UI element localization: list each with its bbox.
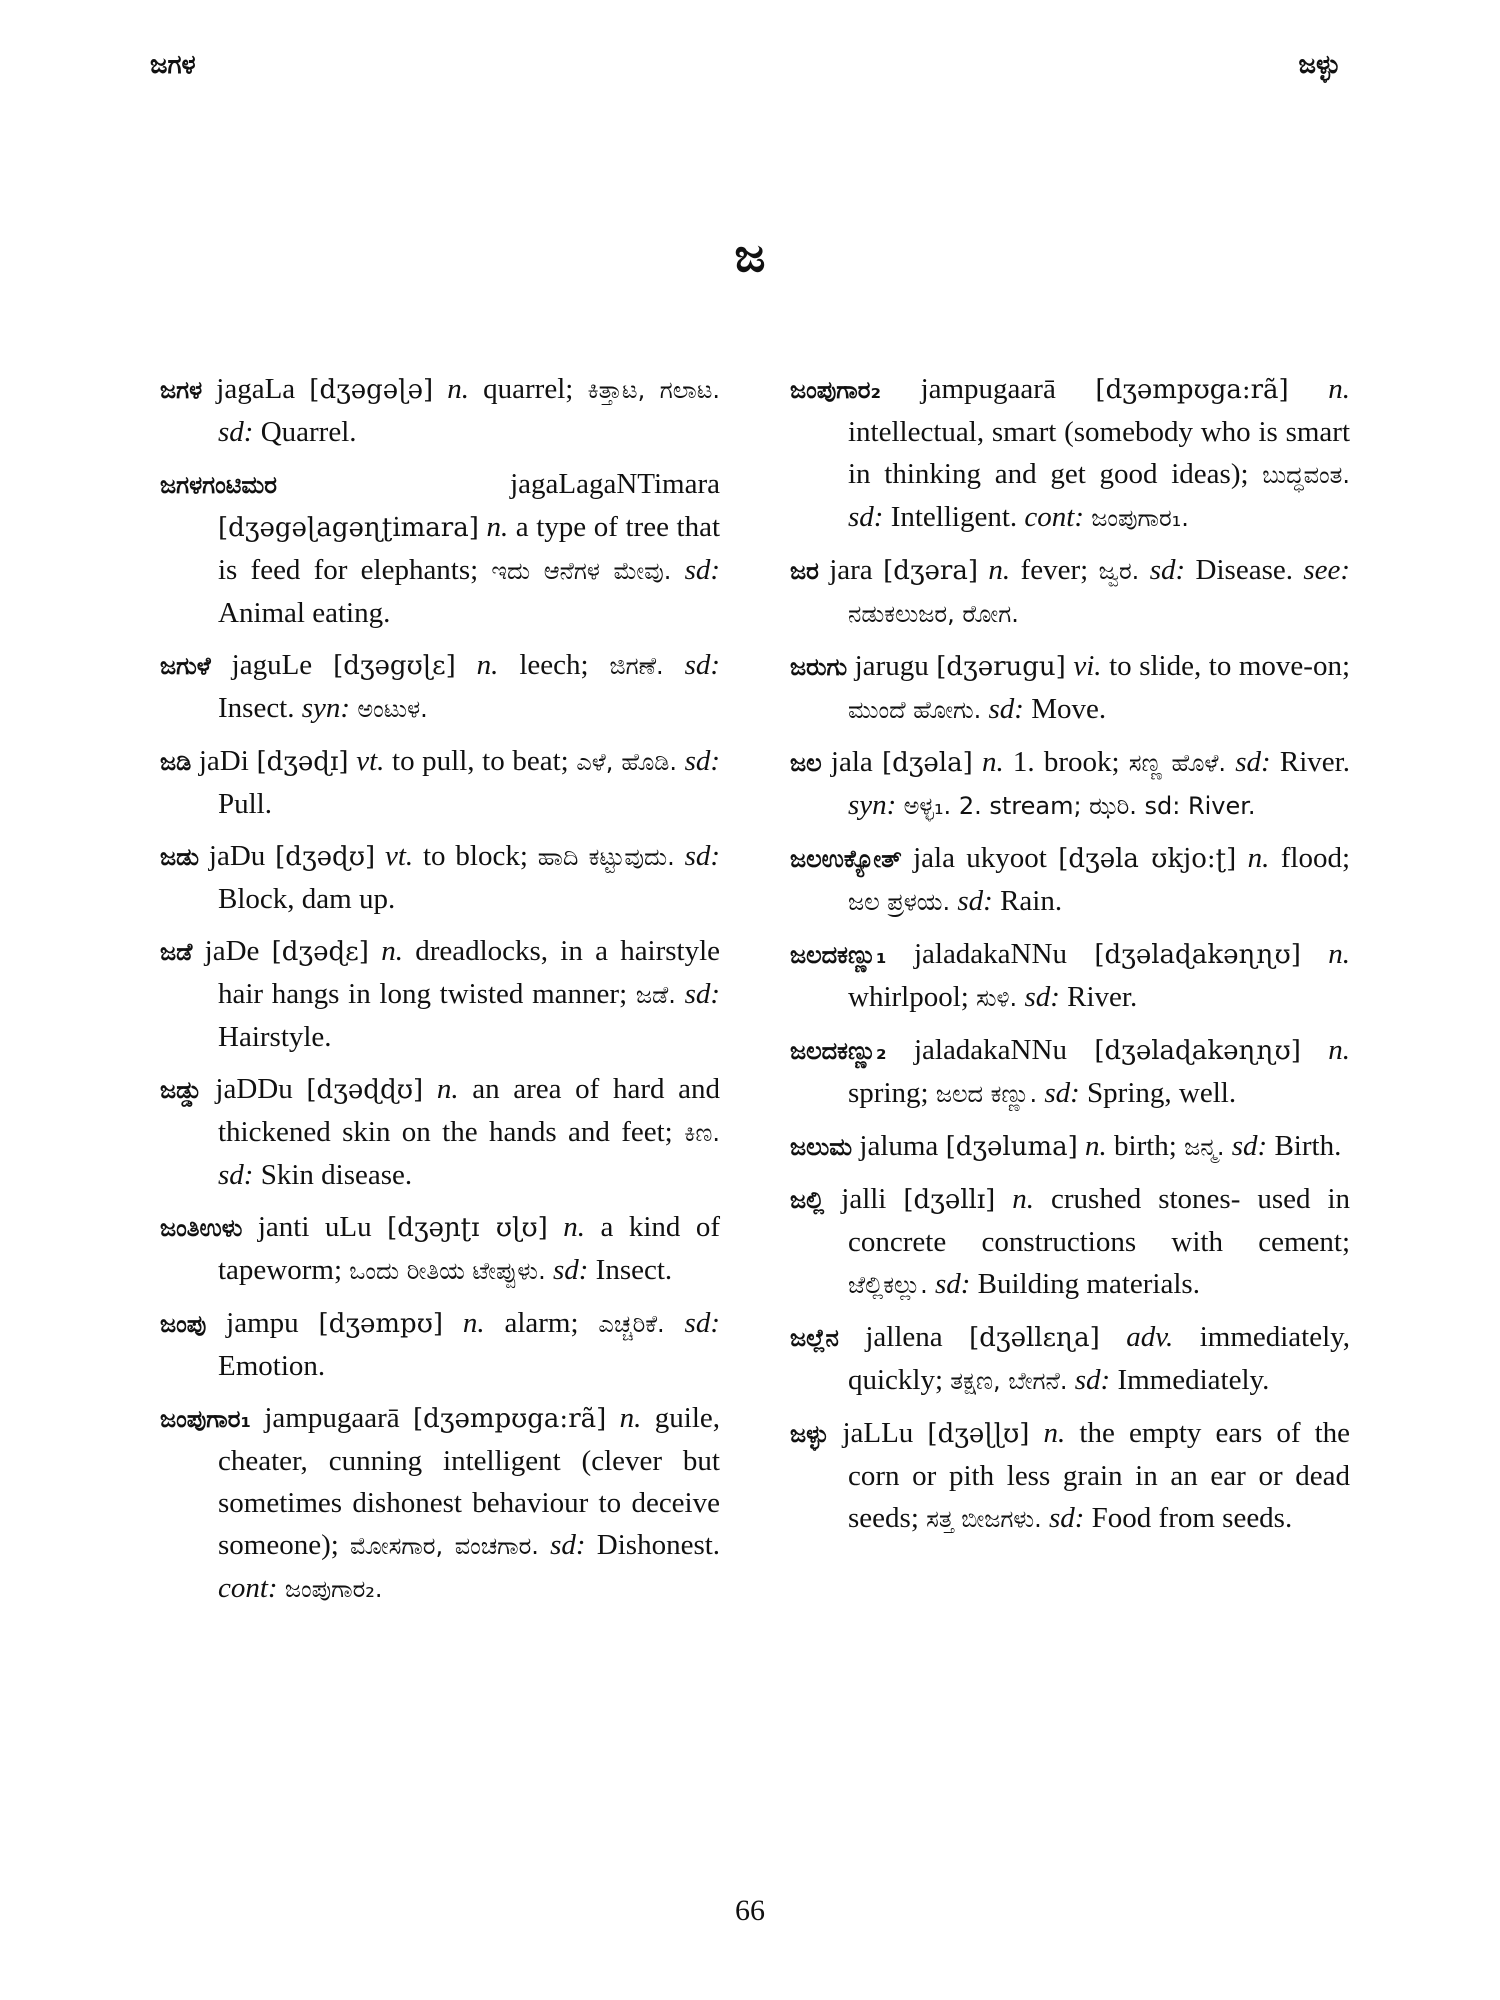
pronunciation: [dʒəllɪ]	[903, 1185, 996, 1215]
pronunciation: [dʒəɖʊ]	[275, 842, 376, 872]
part-of-speech: n.	[462, 1307, 485, 1339]
headword: ಜಲಉಕ್ಯೋತ್	[790, 845, 902, 873]
semantic-domain-label: sd:	[684, 840, 721, 872]
semantic-domain: Building materials.	[977, 1268, 1200, 1300]
dictionary-entry	[790, 549, 1350, 635]
part-of-speech: n.	[1328, 1034, 1351, 1066]
dictionary-entry	[160, 644, 720, 730]
pronunciation: [dʒəɖɖʊ]	[306, 1075, 424, 1105]
dictionary-entry	[160, 463, 720, 634]
transliteration: jampu	[226, 1307, 299, 1339]
definition: whirlpool;	[848, 981, 969, 1013]
dictionary-entry	[160, 740, 720, 825]
kannada-gloss: ಒಂದು ರೀತಿಯ ಟೇಪ್ಪುಳು.	[349, 1257, 546, 1285]
headword: ಜಂಪುಗಾರ₁	[160, 1405, 251, 1433]
definition: dreadlocks, in a hairstyle hair hangs in long twisted manner;	[218, 935, 721, 1010]
semantic-domain-label: sd:	[1024, 981, 1060, 1013]
part-of-speech: n.	[1012, 1183, 1035, 1215]
kannada-gloss: ತಕ್ಷಣ, ಬೇಗನೆ.	[950, 1367, 1068, 1395]
semantic-domain: Block, dam up.	[218, 883, 396, 915]
headword: ಜಲುಮ	[790, 1133, 853, 1161]
transliteration: jaDe	[204, 935, 260, 967]
kannada-gloss: ಕಿತ್ತಾಟ, ಗಲಾಟ.	[587, 376, 721, 404]
kannada-gloss: ಜಲದ ಕಣ್ಣು.	[935, 1080, 1038, 1108]
headword: ಜಗುಳೆ	[160, 652, 211, 680]
kannada-gloss: ಜಡೆ.	[635, 981, 676, 1009]
semantic-domain-label: sd:	[218, 1159, 254, 1191]
cross-reference-label: syn:	[301, 692, 351, 724]
pronunciation: [dʒəra]	[883, 556, 979, 586]
pronunciation: [dʒəllɛɳa]	[969, 1323, 1100, 1353]
transliteration: jaDi	[198, 745, 249, 777]
transliteration: jaladakaNNu	[913, 1034, 1067, 1066]
definition: quarrel;	[483, 373, 574, 405]
dictionary-entry	[790, 837, 1350, 923]
part-of-speech: n.	[436, 1073, 459, 1105]
cross-reference: ಜಂಪುಗಾರ₁.	[1091, 504, 1189, 532]
semantic-domain-label: sd:	[848, 501, 884, 533]
transliteration: jaladakaNNu	[913, 938, 1067, 970]
pronunciation: [dʒəɲʈɪ ʊɭʊ]	[387, 1213, 548, 1243]
semantic-domain: Dishonest.	[596, 1529, 721, 1561]
semantic-domain-label: sd:	[684, 1307, 720, 1339]
semantic-domain: Insect.	[218, 692, 295, 724]
transliteration: jallena	[865, 1321, 943, 1353]
kannada-gloss: ಜನ್ಮ.	[1184, 1133, 1225, 1161]
transliteration: jagaLa	[216, 373, 296, 405]
definition: to pull, to beat;	[392, 745, 569, 777]
semantic-domain: Move.	[1031, 693, 1107, 725]
semantic-domain-label: sd:	[1231, 1130, 1268, 1162]
cross-reference-label: cont:	[218, 1572, 278, 1604]
cross-reference-label: cont:	[1024, 501, 1084, 533]
part-of-speech: n.	[1328, 938, 1351, 970]
transliteration: jarugu	[854, 650, 929, 682]
semantic-domain: Immediately.	[1117, 1364, 1270, 1396]
transliteration: jaDDu	[215, 1073, 293, 1105]
kannada-gloss: ಎಳೆ, ಹೊಡಿ.	[576, 748, 678, 776]
semantic-domain: Quarrel.	[260, 416, 357, 448]
transliteration: jala ukyoot	[913, 842, 1047, 874]
pronunciation: [dʒəɭɭʊ]	[927, 1419, 1030, 1449]
part-of-speech: n.	[447, 373, 470, 405]
headword: ಜಡ್ಡು	[160, 1076, 202, 1104]
definition: birth;	[1114, 1130, 1177, 1162]
pronunciation: [dʒəmpʊ]	[318, 1309, 443, 1339]
semantic-domain-label: sd:	[1074, 1364, 1111, 1396]
headword: ಜಡೆ	[160, 938, 193, 966]
kannada-gloss: ಹಾದಿ ಕಟ್ಟುವುದು.	[537, 843, 675, 871]
definition: alarm;	[504, 1307, 579, 1339]
semantic-domain-label: sd:	[684, 649, 721, 681]
semantic-domain-label: sd:	[1149, 554, 1186, 586]
kannada-gloss: ಸಣ್ಣ ಹೊಳೆ.	[1128, 749, 1227, 777]
headword: ಜಗಳ	[160, 376, 203, 404]
pronunciation: [dʒəluma]	[945, 1132, 1078, 1162]
semantic-domain: River.	[1067, 981, 1138, 1013]
pronunciation: [dʒərugu]	[936, 652, 1066, 682]
headword: ಜಡು	[160, 843, 200, 871]
transliteration: jampugaarā	[920, 373, 1056, 405]
transliteration: jalli	[841, 1183, 887, 1215]
section-letter: ಜ	[734, 228, 766, 282]
transliteration: jala	[830, 746, 873, 778]
kannada-gloss: ಮುಂದೆ ಹೋಗು.	[848, 696, 982, 724]
dictionary-entry	[790, 1316, 1350, 1402]
headword: ಜರುಗು	[790, 653, 848, 681]
definition: to slide, to move-on;	[1109, 650, 1351, 682]
definition: intellectual, smart (somebody who is smart in thinking and get good ideas);	[848, 416, 1350, 490]
definition: crushed stones- used in concrete constructions with cement;	[848, 1183, 1351, 1258]
definition: an area of hard and thickened skin on the hands and feet;	[218, 1073, 721, 1148]
part-of-speech: n.	[1328, 373, 1351, 405]
semantic-domain: Pull.	[218, 788, 272, 820]
semantic-domain-label: sd:	[1048, 1502, 1085, 1534]
pronunciation: [dʒəmpʊga:rã]	[1095, 375, 1289, 405]
transliteration: jagaLagaNTimara	[510, 468, 720, 500]
headword: ಜರ	[790, 557, 819, 585]
pronunciation: [dʒəla]	[881, 748, 973, 778]
semantic-domain: Food from seeds.	[1091, 1502, 1293, 1534]
pronunciation: [dʒəgʊɭɛ]	[333, 651, 456, 681]
dictionary-entry	[790, 645, 1350, 731]
kannada-gloss: ಸುಳಿ.	[976, 984, 1018, 1012]
dictionary-entry	[790, 1178, 1350, 1306]
cross-reference: ಅಂಟುಳ.	[357, 695, 428, 723]
part-of-speech: n.	[476, 649, 499, 681]
dictionary-entry	[790, 368, 1350, 539]
headword: ಜಂತಿಉಳು	[160, 1214, 243, 1242]
transliteration: jara	[829, 554, 873, 586]
part-of-speech: n.	[981, 746, 1004, 778]
definition: fever;	[1020, 554, 1089, 586]
dictionary-entry	[160, 1302, 720, 1387]
part-of-speech: n.	[988, 554, 1011, 586]
semantic-domain: Intelligent.	[890, 501, 1018, 533]
definition: spring;	[848, 1077, 929, 1109]
page-number: 66	[735, 1894, 765, 1927]
semantic-domain: Insect.	[595, 1254, 673, 1286]
definition: 1. brook;	[1012, 746, 1120, 778]
part-of-speech: adv.	[1126, 1321, 1174, 1353]
definition: flood;	[1280, 842, 1351, 874]
part-of-speech: n.	[1043, 1417, 1066, 1449]
running-head-right: ಜಳ್ಳು	[1298, 50, 1340, 80]
semantic-domain-label: sd:	[684, 745, 721, 777]
part-of-speech: vt.	[356, 745, 385, 777]
definition: a type of tree that is feed for elephants;	[218, 511, 720, 586]
kannada-gloss: ಬುದ್ಧವಂತ.	[1262, 461, 1350, 489]
dictionary-entry	[160, 368, 720, 453]
part-of-speech: n.	[381, 935, 403, 967]
semantic-domain: Animal eating.	[218, 597, 391, 629]
dictionary-entry	[790, 1412, 1350, 1540]
part-of-speech: vt.	[384, 840, 414, 872]
dictionary-entry	[160, 1206, 720, 1292]
part-of-speech: n.	[1247, 842, 1270, 874]
semantic-domain-label: sd:	[684, 978, 721, 1010]
semantic-domain: River.	[1279, 746, 1350, 778]
kannada-gloss: ಮೋಸಗಾರ, ವಂಚಗಾರ.	[350, 1532, 539, 1560]
dictionary-entry	[160, 1068, 720, 1196]
headword: ಜಗಳಗಂಟಿಮರ	[160, 471, 277, 499]
transliteration: jampugaarā	[264, 1402, 400, 1434]
semantic-domain: Hairstyle.	[218, 1021, 332, 1053]
cross-reference-label: syn:	[848, 789, 897, 821]
pronunciation: [dʒəɖɛ]	[271, 937, 369, 967]
headword: ಜಂಪು	[160, 1310, 207, 1338]
dictionary-entry	[160, 835, 720, 920]
column-left	[160, 368, 720, 1620]
dictionary-entry	[790, 1029, 1350, 1115]
dictionary-entry	[160, 1397, 720, 1610]
headword: ಜಂಪುಗಾರ₂	[790, 376, 881, 404]
dictionary-entry	[160, 930, 720, 1058]
dictionary-entry	[790, 741, 1350, 827]
kannada-gloss: ಎಚ್ಚರಿಕೆ.	[598, 1310, 665, 1338]
semantic-domain: Birth.	[1274, 1130, 1342, 1162]
definition: guile, cheater, cunning intelligent (clever but sometimes dishonest behaviour to deceive someone);	[218, 1402, 721, 1561]
part-of-speech: n.	[486, 511, 509, 543]
semantic-domain-label: sd:	[218, 416, 254, 448]
kannada-gloss: ಜೆಲ್ಲಿಕಲ್ಲು.	[848, 1271, 928, 1299]
kannada-gloss: ಜ್ವರ.	[1098, 557, 1140, 585]
transliteration: jaguLe	[231, 649, 313, 681]
part-of-speech: n.	[619, 1402, 642, 1434]
semantic-domain-label: sd:	[957, 885, 993, 917]
headword: ಜಲ್ಲೆನ	[790, 1324, 839, 1352]
semantic-domain-label: sd:	[552, 1254, 589, 1286]
kannada-gloss: ಇದು ಆನೆಗಳ ಮೇವು.	[491, 557, 672, 585]
headword: ಜಲ	[790, 749, 822, 777]
headword: ಜಲ್ಲಿ	[790, 1186, 825, 1214]
pronunciation: [dʒəgəɭə]	[309, 375, 434, 405]
semantic-domain: Spring, well.	[1087, 1077, 1237, 1109]
definition: the empty ears of the corn or pith less grain in an ear or dead seeds;	[848, 1417, 1351, 1534]
definition: to block;	[423, 840, 528, 872]
pronunciation: [dʒəlaɖakəɳɳʊ]	[1094, 1036, 1301, 1066]
headword: ಜಳ್ಳು	[790, 1420, 829, 1448]
headword: ಜಡಿ	[160, 748, 192, 776]
semantic-domain-label: sd:	[550, 1529, 586, 1561]
transliteration: jaDu	[208, 840, 266, 872]
transliteration: jaLLu	[842, 1417, 914, 1449]
part-of-speech: vi.	[1073, 650, 1102, 682]
semantic-domain-label: sd:	[684, 554, 721, 586]
part-of-speech: n.	[563, 1211, 585, 1243]
pronunciation: [dʒəɖɪ]	[256, 747, 349, 777]
headword: ಜಲದಕಣ್ಣು₂	[790, 1037, 887, 1065]
semantic-domain: Emotion.	[218, 1350, 326, 1382]
cross-reference: ಅಳ್ಳ₁. 2. stream; ಝರಿ. sd: River.	[903, 792, 1256, 820]
semantic-domain: Skin disease.	[260, 1159, 413, 1191]
column-right	[790, 368, 1350, 1550]
kannada-gloss: ಕಿಣ.	[684, 1119, 721, 1147]
dictionary-entry	[790, 1125, 1350, 1168]
running-head-left: ಜಗಳ	[150, 50, 196, 80]
transliteration: jaluma	[859, 1130, 939, 1162]
kannada-gloss: ಜಲ ಪ್ರಳಯ.	[848, 888, 951, 916]
pronunciation: [dʒəgəɭagəɳʈimara]	[218, 513, 479, 543]
semantic-domain-label: sd:	[1235, 746, 1271, 778]
cross-reference-label: see:	[1303, 554, 1351, 586]
definition: immediately, quickly;	[848, 1321, 1351, 1396]
pronunciation: [dʒəmpʊga:rã]	[413, 1404, 607, 1434]
semantic-domain: Disease.	[1195, 554, 1293, 586]
semantic-domain: Rain.	[1000, 885, 1063, 917]
semantic-domain-label: sd:	[1044, 1077, 1080, 1109]
cross-reference: ಜಂಪುಗಾರ₂.	[284, 1575, 383, 1603]
pronunciation: [dʒəla ʊkjo:ʈ]	[1058, 844, 1237, 874]
dictionary-entry	[790, 933, 1350, 1019]
kannada-gloss: ಸತ್ತ ಬೀಜಗಳು.	[926, 1505, 1042, 1533]
transliteration: janti uLu	[257, 1211, 372, 1243]
kannada-gloss: ಜಿಗಣೆ.	[609, 652, 664, 680]
semantic-domain-label: sd:	[988, 693, 1024, 725]
cross-reference: ನಡುಕಲುಜರ, ರೋಗ.	[848, 600, 1019, 628]
definition: leech;	[519, 649, 589, 681]
part-of-speech: n.	[1085, 1130, 1107, 1162]
definition: a kind of tapeworm;	[218, 1211, 721, 1286]
semantic-domain-label: sd:	[934, 1268, 971, 1300]
headword: ಜಲದಕಣ್ಣು₁	[790, 941, 887, 969]
pronunciation: [dʒəlaɖakəɳɳʊ]	[1094, 940, 1301, 970]
